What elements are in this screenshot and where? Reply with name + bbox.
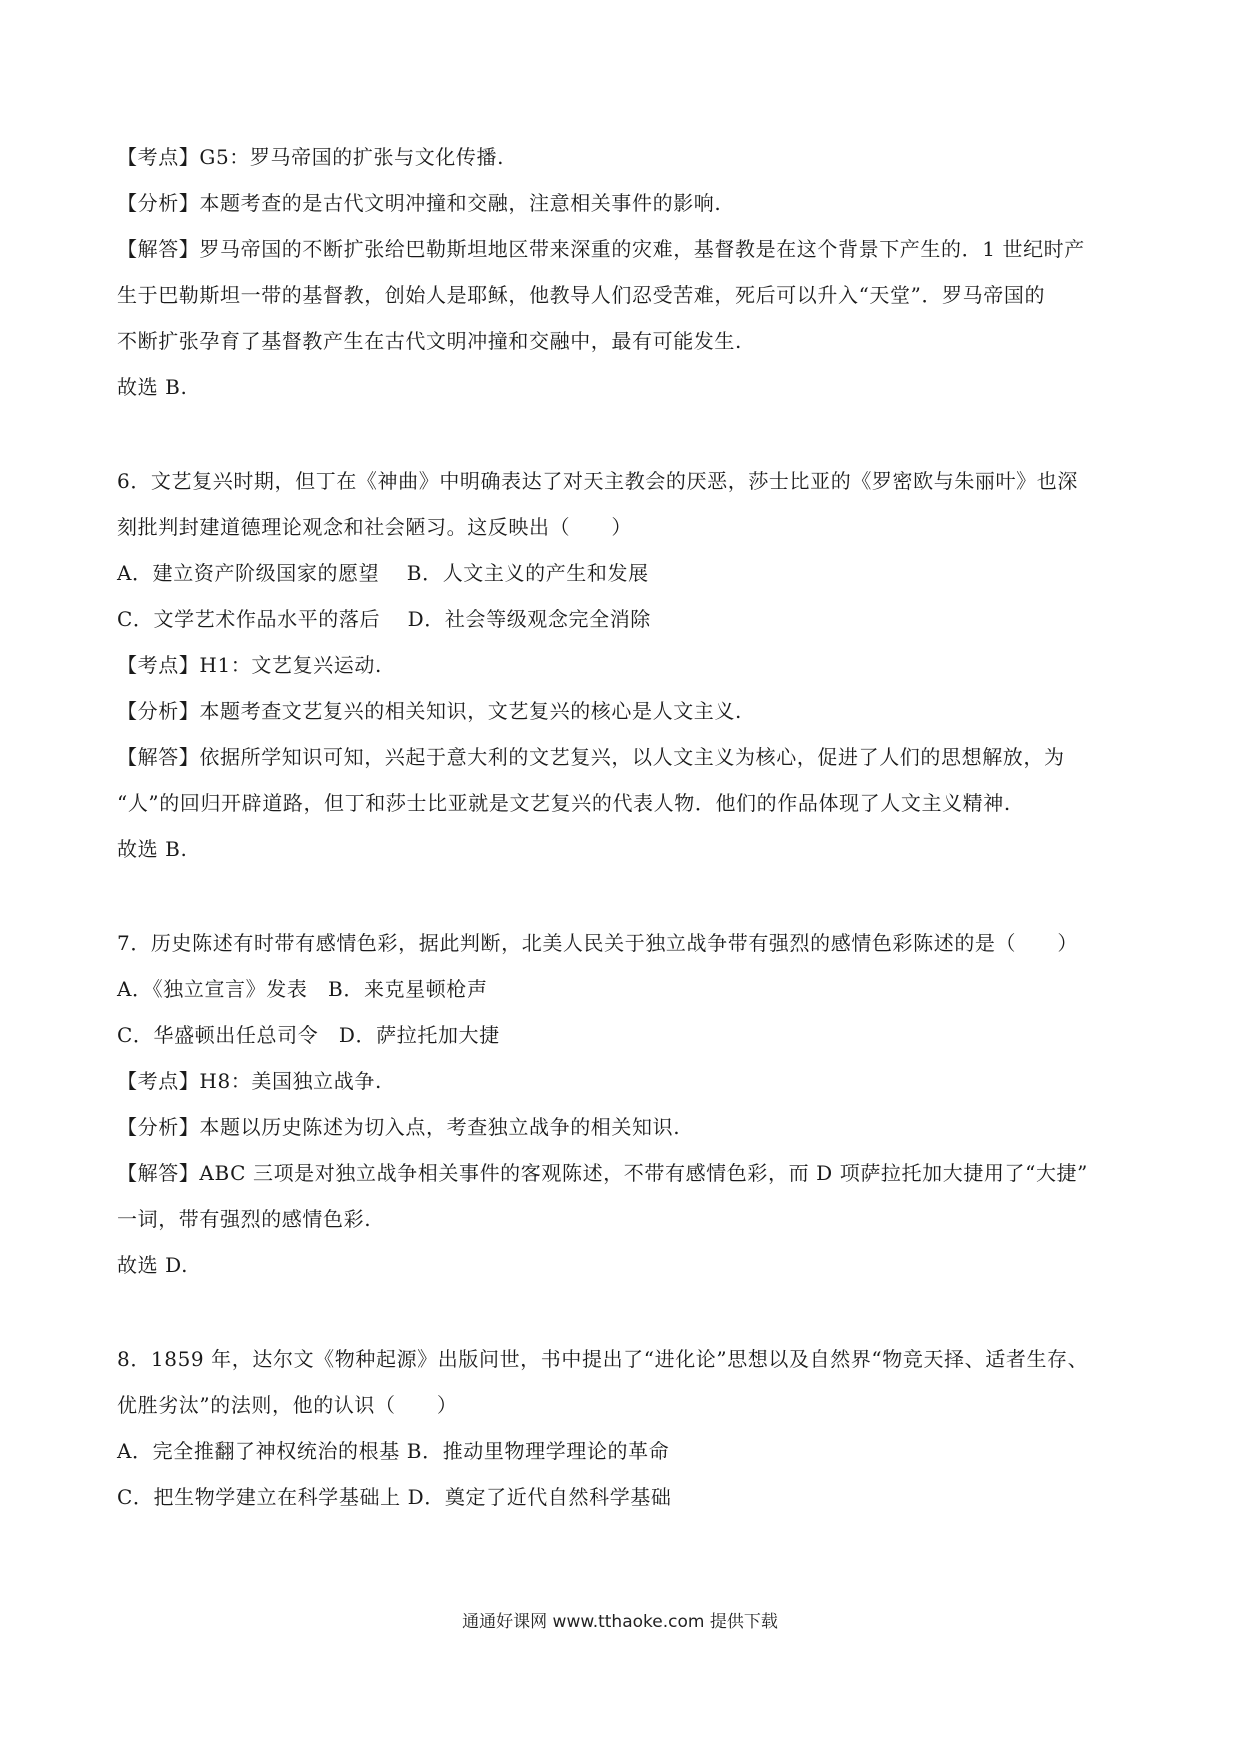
option-line: A．建立资产阶级国家的愿望 B．人文主义的产生和发展 [117, 561, 649, 585]
text-line: 【分析】本题考查的是古代文明冲撞和交融，注意相关事件的影响. [117, 191, 722, 215]
option-line: A．完全推翻了神权统治的根基 B．推动里物理学理论的革命 [117, 1439, 670, 1463]
text-line: 【考点】G5：罗马帝国的扩张与文化传播. [117, 145, 505, 169]
question-line: 8．1859 年，达尔文《物种起源》出版问世，书中提出了“进化论”思想以及自然界“物竞天择、适者生存、 [117, 1347, 1089, 1371]
text-line: 【解答】依据所学知识可知，兴起于意大利的文艺复兴，以人文主义为核心，促进了人们的思想解放，为 [117, 745, 1065, 769]
text-line: 故选 D. [117, 1253, 189, 1277]
page-footer: 通通好课网 www.tthaoke.com 提供下载 [462, 1612, 778, 1632]
option-line: C．文学艺术作品水平的落后 D．社会等级观念完全消除 [117, 607, 651, 631]
text-line: 【解答】ABC 三项是对独立战争相关事件的客观陈述，不带有感情色彩，而 D 项萨拉托加大捷用了“大捷” [117, 1161, 1088, 1185]
text-line: 【考点】H1：文艺复兴运动. [117, 653, 382, 677]
text-line: 故选 B. [117, 837, 188, 861]
text-line: 【考点】H8：美国独立战争. [117, 1069, 382, 1093]
question-line: 6．文艺复兴时期，但丁在《神曲》中明确表达了对天主教会的厌恶，莎士比亚的《罗密欧与朱丽叶》也深 [117, 469, 1078, 493]
question-line: 刻批判封建道德理论观念和社会陋习。这反映出（ ） [117, 515, 632, 539]
text-line: 【解答】罗马帝国的不断扩张给巴勒斯坦地区带来深重的灾难，基督教是在这个背景下产生的．1 世纪时产 [117, 237, 1085, 261]
option-line: C．华盛顿出任总司令 D．萨拉托加大捷 [117, 1023, 500, 1047]
option-line: A．《独立宣言》发表 B．来克星顿枪声 [117, 977, 488, 1001]
question-line: 优胜劣汰”的法则，他的认识（ ） [117, 1393, 458, 1417]
text-line: “人”的回归开辟道路，但丁和莎士比亚就是文艺复兴的代表人物．他们的作品体现了人文主义精神. [117, 791, 1011, 815]
text-line: 不断扩张孕育了基督教产生在古代文明冲撞和交融中，最有可能发生. [117, 329, 742, 353]
option-line: C．把生物学建立在科学基础上 D．奠定了近代自然科学基础 [117, 1485, 672, 1509]
text-line: 生于巴勒斯坦一带的基督教，创始人是耶稣，他教导人们忍受苦难，死后可以升入“天堂”．罗马帝国的 [117, 283, 1046, 307]
text-line: 故选 B. [117, 375, 188, 399]
question-line: 7．历史陈述有时带有感情色彩，据此判断，北美人民关于独立战争带有强烈的感情色彩陈述的是（ ） [117, 931, 1078, 955]
text-line: 【分析】本题考查文艺复兴的相关知识，文艺复兴的核心是人文主义. [117, 699, 742, 723]
text-line: 一词，带有强烈的感情色彩. [117, 1207, 372, 1231]
text-line: 【分析】本题以历史陈述为切入点，考查独立战争的相关知识. [117, 1115, 681, 1139]
